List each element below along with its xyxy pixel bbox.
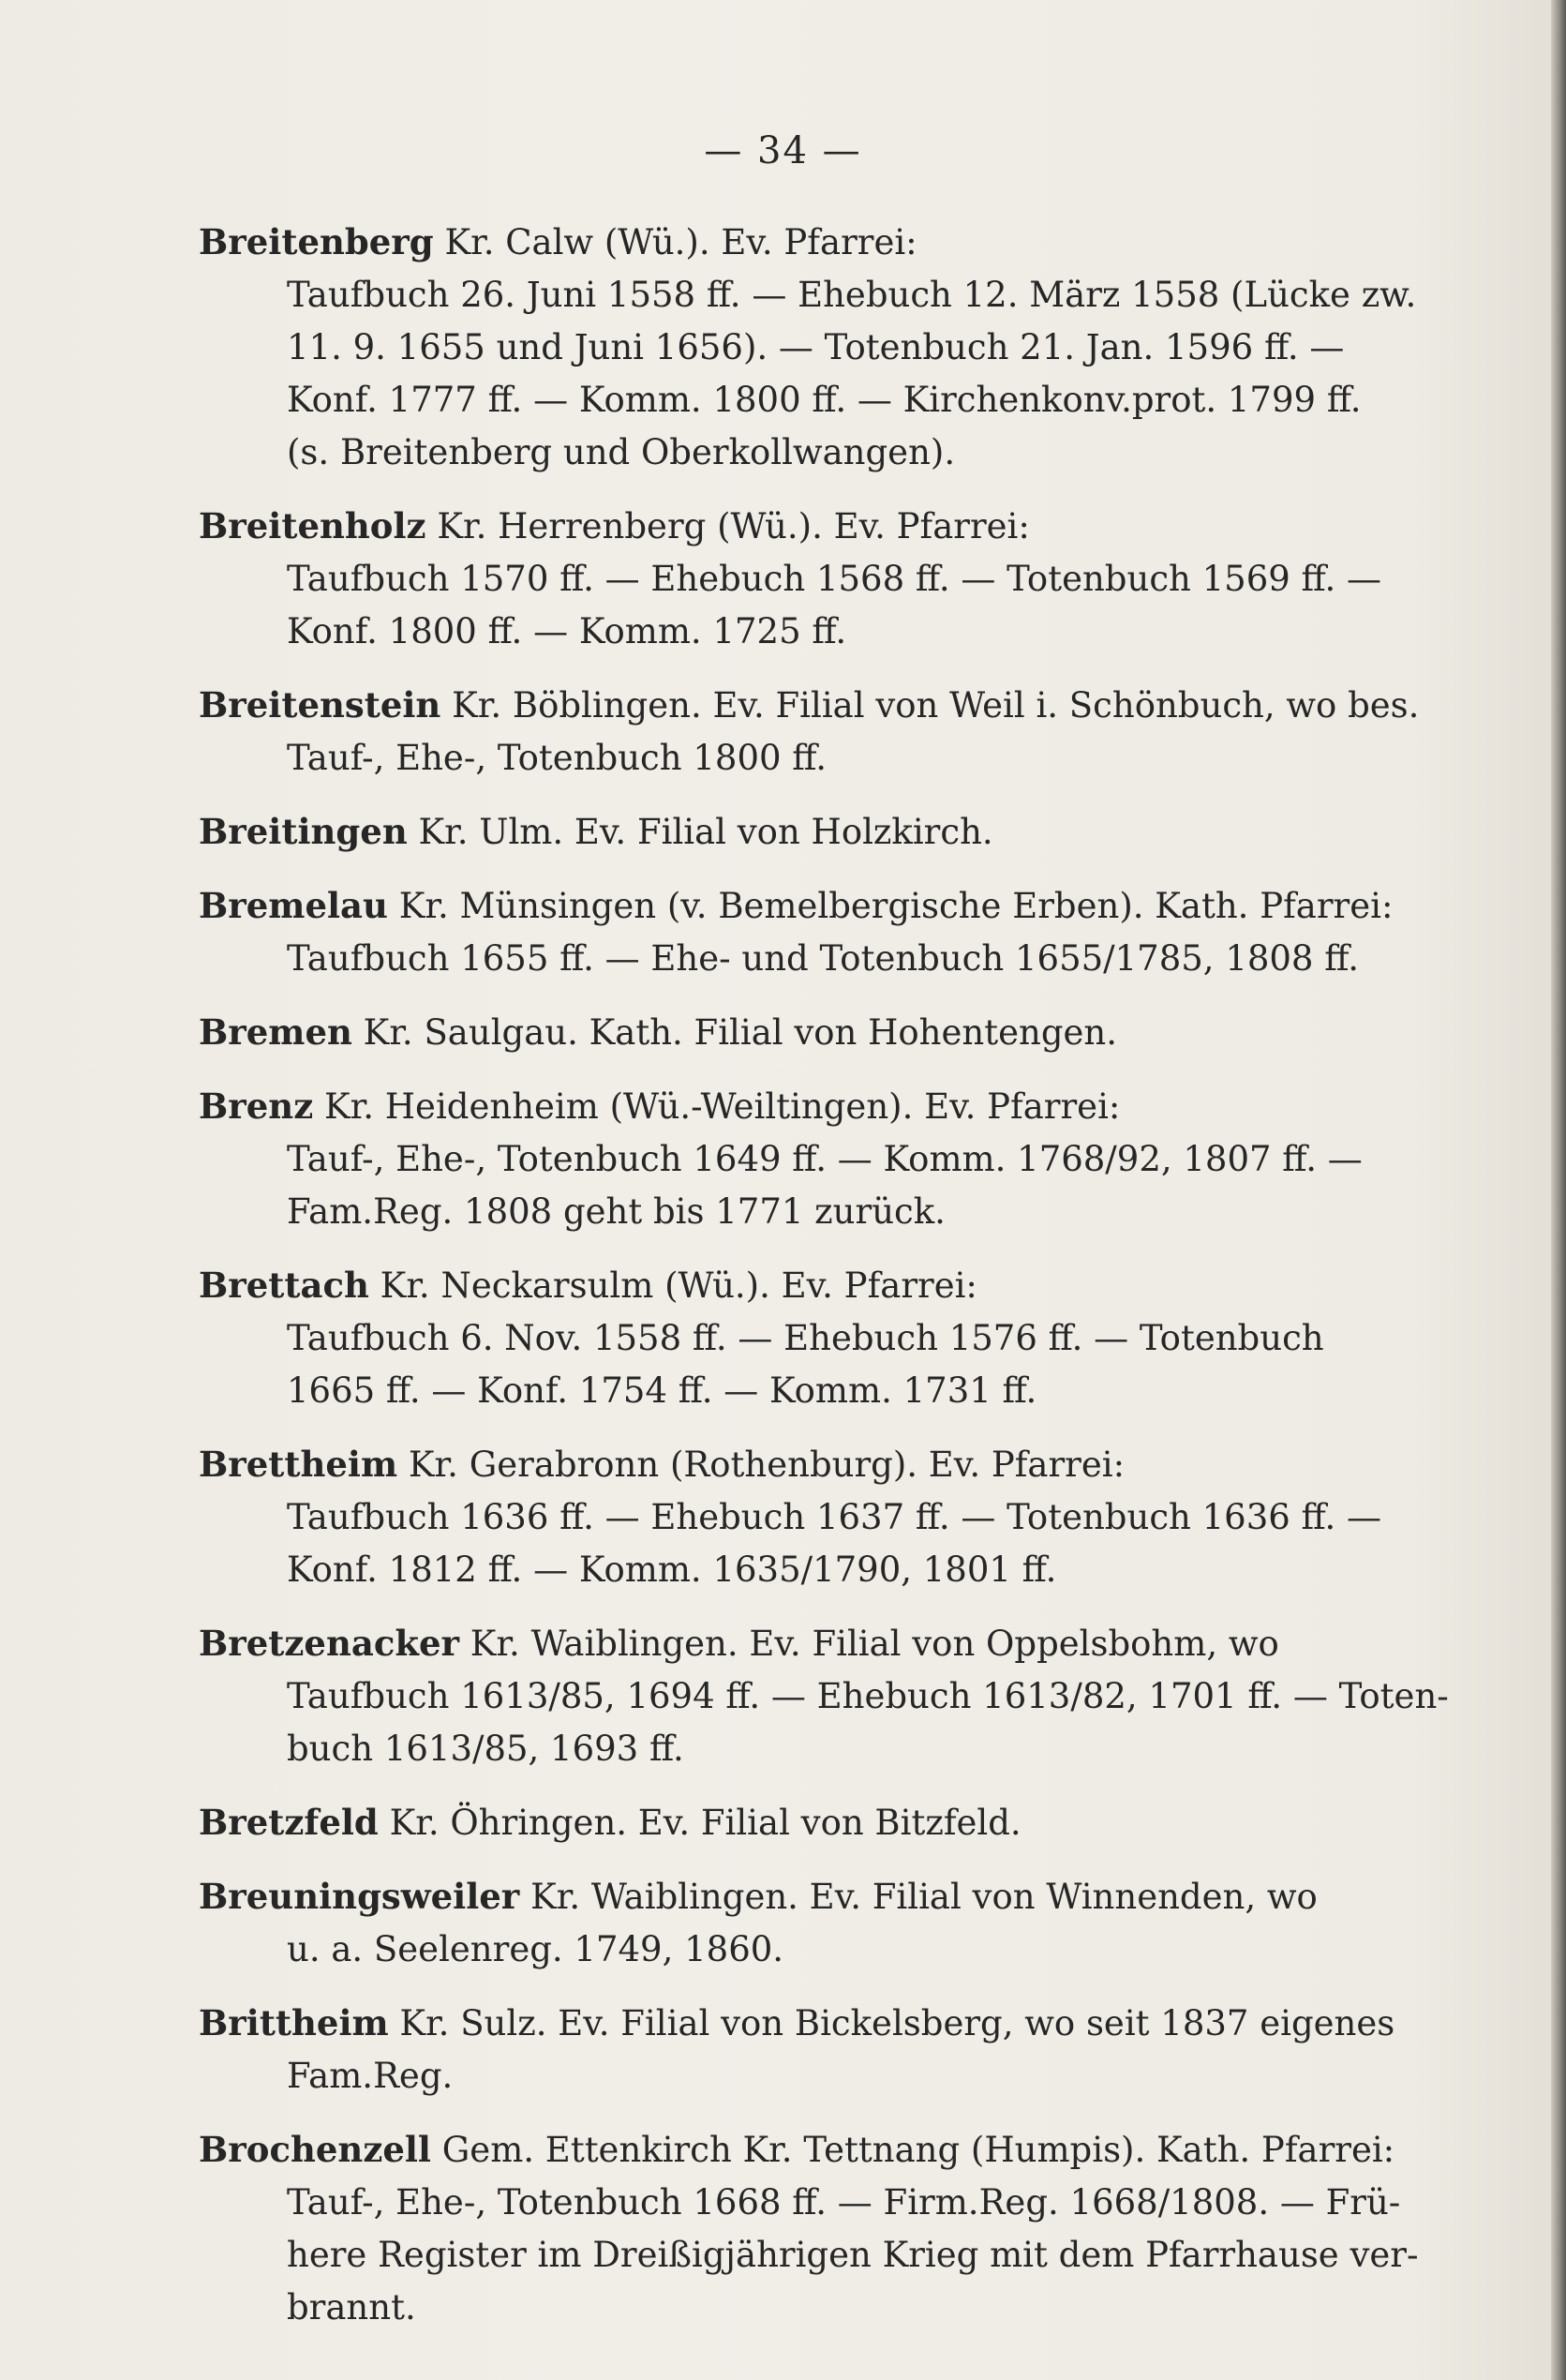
entry-text: Kr. Waiblingen. Ev. Filial von Winnenden, wo (530, 1877, 1318, 1917)
place-name: Breitenholz (199, 505, 426, 546)
entry-first-line (199, 679, 1420, 732)
register-entry (199, 1080, 1417, 1238)
register-entry (199, 805, 1417, 859)
place-name: Bremelau (199, 885, 388, 926)
register-entry (199, 1259, 1417, 1417)
entry-continuation-line: here Register im Dreißigjährigen Krieg mit dem Pfarrhause ver- (287, 2235, 1419, 2275)
register-entry (199, 1870, 1417, 1976)
entry-continuation-line: Tauf-, Ehe-, Totenbuch 1800 ff. (287, 738, 828, 778)
entry-continuation-line: Taufbuch 1570 ff. — Ehebuch 1568 ff. — Totenbuch 1569 ff. — (287, 559, 1382, 599)
entry-text: Kr. Ulm. Ev. Filial von Holzkirch. (418, 812, 993, 852)
register-entry (199, 216, 1417, 479)
entry-first-line (199, 2123, 1417, 2177)
entry-continuation-line: Konf. 1777 ff. — Komm. 1800 ff. — Kirchenkonv.prot. 1799 ff. (287, 380, 1362, 420)
place-name: Brenz (199, 1085, 314, 1127)
place-name: Breitenstein (199, 684, 441, 726)
entry-continuation-line: Tauf-, Ehe-, Totenbuch 1649 ff. — Komm. 1768/92, 1807 ff. — (287, 1139, 1363, 1179)
place-name: Brittheim (199, 2002, 389, 2043)
entry-continuation-line: Tauf-, Ehe-, Totenbuch 1668 ff. — Firm.Reg. 1668/1808. — Frü- (287, 2182, 1401, 2223)
register-entry (199, 1997, 1417, 2103)
entry-first-line (199, 216, 1417, 269)
entry-continuation-line: Konf. 1812 ff. — Komm. 1635/1790, 1801 ff. (287, 1549, 1057, 1590)
entry-continuation-line: Fam.Reg. 1808 geht bis 1771 zurück. (287, 1191, 946, 1232)
register-entry (199, 879, 1417, 985)
place-name: Breitenberg (199, 221, 434, 262)
entry-text: Kr. Heidenheim (Wü.-Weiltingen). Ev. Pfarrei: (324, 1086, 1121, 1127)
entry-text: Kr. Sulz. Ev. Filial von Bickelsberg, wo seit 1837 eigenes (399, 2003, 1395, 2043)
entry-continuation-line: buch 1613/85, 1693 ff. (287, 1729, 684, 1769)
entry-list (199, 216, 1449, 2355)
entry-text: Kr. Münsingen (v. Bemelbergische Erben). Kath. Pfarrei: (398, 886, 1394, 926)
entry-text: Kr. Saulgau. Kath. Filial von Hohentengen. (363, 1012, 1118, 1053)
entry-first-line (199, 1997, 1417, 2050)
entry-first-line (199, 1617, 1417, 1670)
register-entry (199, 1617, 1449, 1775)
place-name: Brochenzell (199, 2129, 431, 2170)
entry-continuation-line: Taufbuch 1655 ff. — Ehe- und Totenbuch 1655/1785, 1808 ff. (287, 938, 1359, 979)
entry-first-line (199, 500, 1417, 553)
register-entry (199, 1796, 1417, 1849)
entry-text: Kr. Böblingen. Ev. Filial von Weil i. Schönbuch, wo bes. (452, 685, 1420, 726)
place-name: Bretzenacker (199, 1623, 460, 1664)
entry-first-line (199, 879, 1417, 933)
register-entry (199, 1006, 1417, 1059)
entry-continuation-line: Taufbuch 6. Nov. 1558 ff. — Ehebuch 1576 ff. — Totenbuch (287, 1318, 1324, 1358)
entry-continuation-line: Konf. 1800 ff. — Komm. 1725 ff. (287, 611, 847, 651)
entry-text: Kr. Calw (Wü.). Ev. Pfarrei: (444, 222, 917, 262)
entry-continuation-line: Taufbuch 1613/85, 1694 ff. — Ehebuch 1613/82, 1701 ff. — Toten- (287, 1676, 1449, 1716)
register-entry (199, 500, 1417, 658)
entry-text: Kr. Gerabronn (Rothenburg). Ev. Pfarrei: (408, 1444, 1126, 1485)
entry-continuation-line: Taufbuch 1636 ff. — Ehebuch 1637 ff. — Totenbuch 1636 ff. — (287, 1497, 1382, 1537)
register-entry (199, 1438, 1417, 1596)
book-edge-shadow (1551, 0, 1566, 2380)
place-name: Breuningsweiler (199, 1876, 520, 1917)
place-name: Brettheim (199, 1444, 398, 1485)
place-name: Bremen (199, 1011, 352, 1053)
entry-text: Kr. Herrenberg (Wü.). Ev. Pfarrei: (437, 506, 1030, 546)
entry-text: Kr. Neckarsulm (Wü.). Ev. Pfarrei: (380, 1265, 977, 1306)
entry-continuation-line: 11. 9. 1655 und Juni 1656). — Totenbuch 21. Jan. 1596 ff. — (287, 327, 1345, 367)
place-name: Breitingen (199, 811, 408, 852)
entry-continuation-line: Fam.Reg. (287, 2056, 454, 2096)
entry-first-line (199, 1006, 1417, 1059)
entry-first-line (199, 1438, 1417, 1491)
entry-first-line (199, 1870, 1417, 1923)
entry-continuation-line: brannt. (287, 2287, 416, 2328)
entry-continuation-line: (s. Breitenberg und Oberkollwangen). (287, 432, 956, 472)
entry-first-line (199, 1080, 1417, 1133)
entry-text: Kr. Waiblingen. Ev. Filial von Oppelsbohm, wo (470, 1624, 1279, 1664)
entry-continuation-line: 1665 ff. — Konf. 1754 ff. — Komm. 1731 ff. (287, 1370, 1037, 1411)
entry-continuation-line: u. a. Seelenreg. 1749, 1860. (287, 1929, 784, 1969)
register-entry (199, 2123, 1417, 2334)
entry-first-line (199, 1259, 1417, 1312)
place-name: Bretzfeld (199, 1802, 379, 1843)
page-number: — 34 — (704, 129, 862, 172)
entry-continuation-line: Taufbuch 26. Juni 1558 ff. — Ehebuch 12. März 1558 (Lücke zw. (287, 275, 1417, 315)
entry-text: Gem. Ettenkirch Kr. Tettnang (Humpis). Kath. Pfarrei: (441, 2130, 1395, 2170)
entry-text: Kr. Öhringen. Ev. Filial von Bitzfeld. (389, 1803, 1022, 1843)
entry-first-line (199, 1796, 1417, 1849)
register-entry (199, 679, 1420, 785)
entry-first-line (199, 805, 1417, 859)
place-name: Brettach (199, 1265, 369, 1306)
